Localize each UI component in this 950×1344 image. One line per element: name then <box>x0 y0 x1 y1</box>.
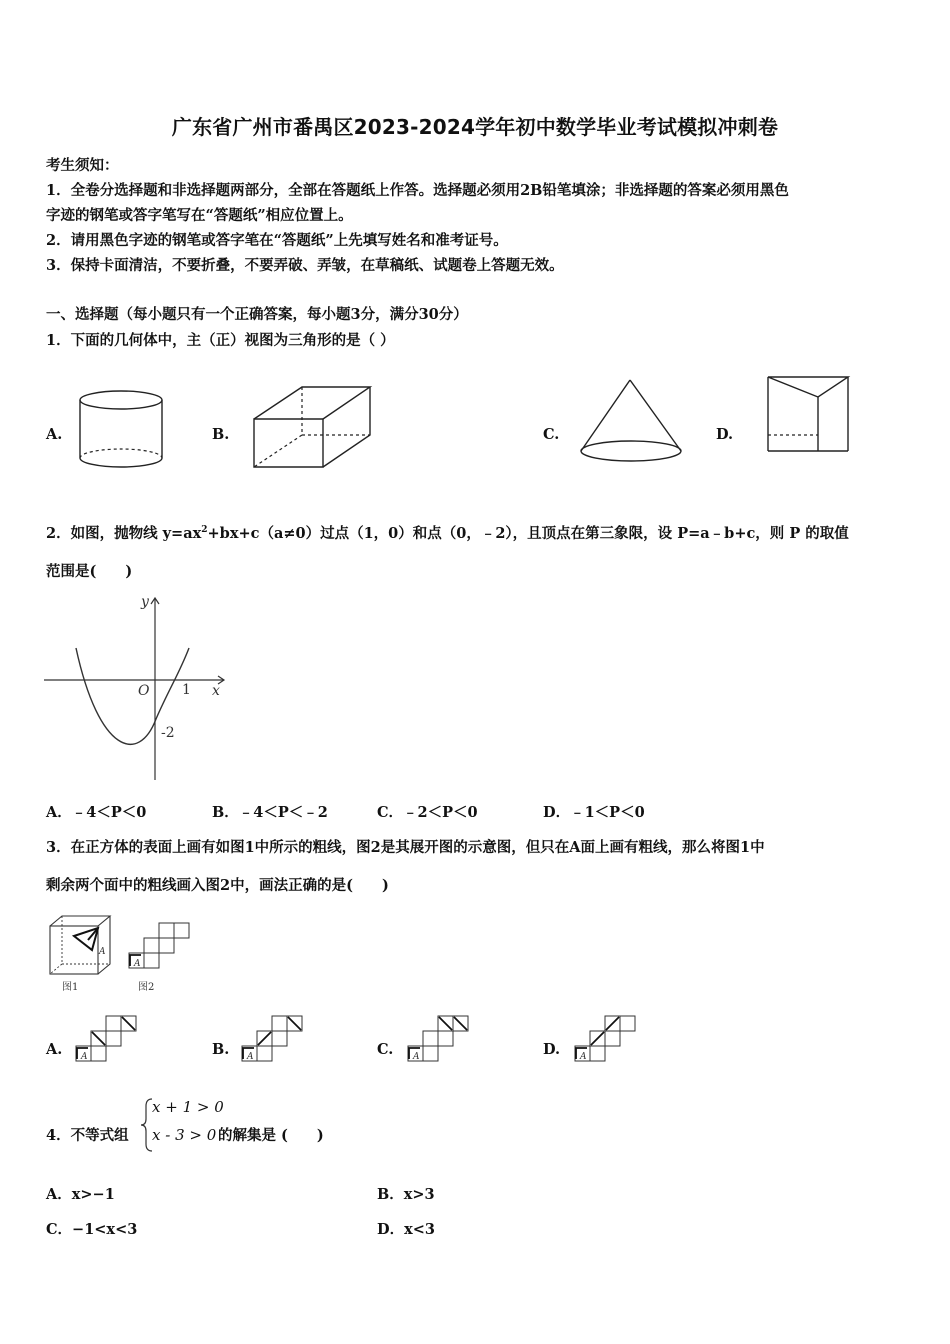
net-figure-2 <box>128 922 192 970</box>
q3-option-c-label: C. <box>377 1041 394 1058</box>
graph-y-tick-minus-2: -2 <box>161 725 175 741</box>
notice-heading: 考生须知： <box>46 157 119 174</box>
fig2-face-label: A <box>134 959 141 969</box>
parabola-graph <box>44 594 234 784</box>
q4-option-a: A．x>−1 <box>46 1186 115 1203</box>
q3-stem-line-2: 剩余两个面中的粗线画入图2中，画法正确的是( ) <box>46 877 389 894</box>
fig1-caption: 图1 <box>62 982 79 993</box>
q2-exponent: 2 <box>201 525 208 536</box>
cone-figure <box>577 377 687 467</box>
q4-stem-prefix: 4．不等式组 <box>46 1127 129 1144</box>
graph-x-tick-1: 1 <box>182 682 191 698</box>
q3-option-b-label: B. <box>212 1041 230 1058</box>
q2-stem-part-a: 2．如图，抛物线 y=ax <box>46 525 202 542</box>
q3-option-d-label: D. <box>543 1041 561 1058</box>
triangular-prism-figure <box>764 373 854 458</box>
q1-option-a-label: A. <box>46 426 63 443</box>
section-heading: 一、选择题（每小题只有一个正确答案，每小题3分，满分30分） <box>46 306 468 323</box>
q2-option-b: B．﹣4＜P＜﹣2 <box>212 804 328 821</box>
q2-option-a: A．﹣4＜P＜0 <box>46 804 147 821</box>
q3-option-c-net <box>407 1015 471 1063</box>
q1-stem: 1．下面的几何体中，主（正）视图为三角形的是（ ） <box>46 332 395 349</box>
q2-option-c: C．﹣2＜P＜0 <box>377 804 478 821</box>
graph-x-label: x <box>212 683 220 699</box>
q3-option-a-label: A. <box>46 1041 63 1058</box>
notice-item-1-line-1: 1．全卷分选择题和非选择题两部分，全部在答题纸上作答。选择题必须用2B铅笔填涂；非选择题的答案必须用黑色 <box>46 182 789 199</box>
graph-y-label: y <box>141 594 149 610</box>
cube-figure-1 <box>48 914 114 980</box>
q3-option-b-net <box>241 1015 305 1063</box>
q3-option-a-net <box>75 1015 139 1063</box>
q4-option-b: B．x>3 <box>377 1186 435 1203</box>
fig1-face-label: A <box>99 947 106 957</box>
notice-item-1-line-2: 字迹的钢笔或答字笔写在“答题纸”相应位置上。 <box>46 207 353 224</box>
q3-b-face-label: A <box>247 1052 254 1062</box>
fig2-caption: 图2 <box>138 982 155 993</box>
q3-option-d-net <box>574 1015 638 1063</box>
graph-origin-label: O <box>138 683 150 699</box>
q3-a-face-label: A <box>81 1052 88 1062</box>
q4-inequality-1: x + 1 > 0 <box>152 1098 224 1116</box>
q4-inequality-2: x - 3 > 0 <box>152 1126 217 1144</box>
q2-option-d: D．﹣1＜P＜0 <box>543 804 645 821</box>
q2-stem-line-1 <box>46 522 849 543</box>
cylinder-figure <box>78 388 168 472</box>
q3-c-face-label: A <box>413 1052 420 1062</box>
page-title: 广东省广州市番禺区2023-2024学年初中数学毕业考试模拟冲刺卷 <box>171 115 779 139</box>
q4-option-c: C．−1<x<3 <box>46 1221 138 1238</box>
q2-stem-line-2: 范围是( ) <box>46 563 133 580</box>
q1-option-c-label: C. <box>543 426 560 443</box>
notice-item-2: 2．请用黑色字迹的钢笔或答字笔在“答题纸”上先填写姓名和准考证号。 <box>46 232 508 249</box>
q4-option-d: D．x<3 <box>377 1221 435 1238</box>
notice-item-3: 3．保持卡面清洁，不要折叠，不要弄破、弄皱，在草稿纸、试题卷上答题无效。 <box>46 257 564 274</box>
q3-stem-line-1: 3．在正方体的表面上画有如图1中所示的粗线，图2是其展开图的示意图，但只在A面上画有粗线，那么将图1中 <box>46 839 765 856</box>
q3-d-face-label: A <box>580 1052 587 1062</box>
q1-option-d-label: D. <box>716 426 734 443</box>
q1-option-b-label: B. <box>212 426 230 443</box>
cuboid-figure <box>250 383 375 473</box>
q2-stem-part-b: +bx+c（a≠0）过点（1，0）和点（0，﹣2），且顶点在第三象限，设 P=a﹣b+c，则 P 的取值 <box>207 525 849 542</box>
q4-stem-suffix: 的解集是 ( ) <box>218 1127 324 1144</box>
